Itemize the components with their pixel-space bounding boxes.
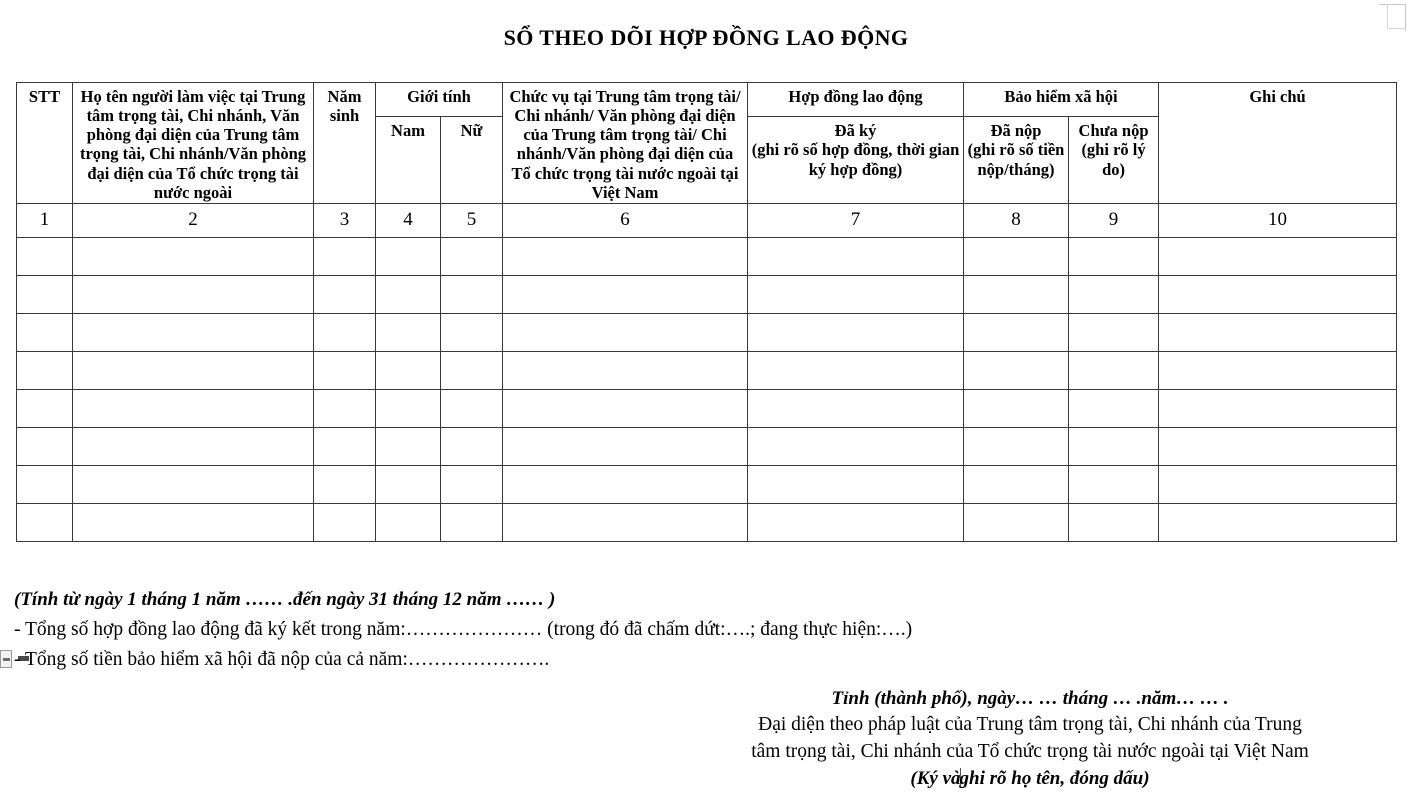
column-number-8: 8 (964, 203, 1069, 237)
table-cell-col-1[interactable] (17, 427, 73, 465)
header-gender: Giới tính (376, 83, 503, 117)
column-number-4: 4 (376, 203, 441, 237)
table-cell-col-3[interactable] (314, 465, 376, 503)
table-cell-col-10[interactable] (1159, 313, 1397, 351)
table-cell-col-8[interactable] (964, 313, 1069, 351)
header-gender-female: Nữ (441, 117, 503, 203)
table-cell-col-10[interactable] (1159, 275, 1397, 313)
header-gender-male: Nam (376, 117, 441, 203)
table-cell-col-8[interactable] (964, 275, 1069, 313)
signature-block (660, 686, 1400, 792)
signature-instruction-right: ghi rõ họ tên, đóng dấu) (959, 768, 1150, 790)
column-number-1: 1 (17, 203, 73, 237)
column-number-7: 7 (748, 203, 964, 237)
table-cell-col-5[interactable] (441, 237, 503, 275)
table-cell-col-4[interactable] (376, 237, 441, 275)
header-social-insurance: Bảo hiểm xã hội (964, 83, 1159, 117)
table-cell-col-10[interactable] (1159, 465, 1397, 503)
table-cell-col-1[interactable] (17, 503, 73, 541)
table-cell-col-4[interactable] (376, 465, 441, 503)
table-body (17, 203, 1397, 541)
table-cell-col-2[interactable] (73, 313, 314, 351)
column-number-9: 9 (1069, 203, 1159, 237)
table-cell-col-1[interactable] (17, 465, 73, 503)
table-cell-col-7[interactable] (748, 465, 964, 503)
table-cell-col-8[interactable] (964, 427, 1069, 465)
table-row[interactable] (17, 351, 1397, 389)
signature-role-line-2: tâm trọng tài, Chi nhánh của Tổ chức trọng tài nước ngoài tại Việt Nam (751, 741, 1309, 763)
table-cell-col-3[interactable] (314, 237, 376, 275)
table-cell-col-4[interactable] (376, 275, 441, 313)
header-labor-contract: Hợp đồng lao động (748, 83, 964, 117)
table-cell-col-5[interactable] (441, 351, 503, 389)
table-header-row-primary (17, 83, 1397, 117)
table-cell-col-3[interactable] (314, 503, 376, 541)
table-cell-col-5[interactable] (441, 465, 503, 503)
table-cell-col-8[interactable] (964, 465, 1069, 503)
column-number-3: 3 (314, 203, 376, 237)
header-position: Chức vụ tại Trung tâm trọng tài/ Chi nhánh/ Văn phòng đại diện của Trung tâm trọng tài/ Chi nhánh/Văn phòng đại diện của Tổ chức trọng tài nước ngoài tại Việt Nam (503, 83, 748, 204)
table-cell-col-4[interactable] (376, 313, 441, 351)
table-cell-col-8[interactable] (964, 389, 1069, 427)
signature-role-line-1: Đại diện theo pháp luật của Trung tâm trọng tài, Chi nhánh của Trung (758, 714, 1302, 736)
header-note: Ghi chú (1159, 83, 1397, 204)
table-cell-col-9[interactable] (1069, 427, 1159, 465)
table-cell-col-1[interactable] (17, 275, 73, 313)
table-cell-col-2[interactable] (73, 427, 314, 465)
table-cell-col-4[interactable] (376, 351, 441, 389)
table-cell-col-6[interactable] (503, 351, 748, 389)
table-cell-col-7[interactable] (748, 275, 964, 313)
table-cell-col-5[interactable] (441, 503, 503, 541)
table-cell-col-2[interactable] (73, 389, 314, 427)
table-cell-col-6[interactable] (503, 389, 748, 427)
table-cell-col-9[interactable] (1069, 465, 1159, 503)
table-cell-col-9[interactable] (1069, 275, 1159, 313)
table-cell-col-3[interactable] (314, 313, 376, 351)
table-cell-col-10[interactable] (1159, 503, 1397, 541)
table-cell-col-6[interactable] (503, 313, 748, 351)
header-stt: STT (17, 83, 73, 204)
signature-instruction (660, 766, 1400, 792)
column-number-2: 2 (73, 203, 314, 237)
column-number-10: 10 (1159, 203, 1397, 237)
signature-place-date: Tỉnh (thành phố), ngày… … tháng … .năm… … . (831, 688, 1229, 709)
table-cell-col-10[interactable] (1159, 389, 1397, 427)
table-row[interactable] (17, 465, 1397, 503)
table-cell-col-10[interactable] (1159, 427, 1397, 465)
note-total-contracts: - Tổng số hợp đồng lao động đã ký kết trong năm:………………… (trong đó đã chấm dứt:….; đang thực hiện:….) (14, 618, 913, 640)
table-cell-col-1[interactable] (17, 351, 73, 389)
table-cell-col-9[interactable] (1069, 237, 1159, 275)
table-cell-col-6[interactable] (503, 503, 748, 541)
table-row[interactable] (17, 427, 1397, 465)
table-row[interactable] (17, 389, 1397, 427)
header-social-insurance-paid: Đã nộp (ghi rõ số tiền nộp/tháng) (964, 117, 1069, 203)
table-cell-col-1[interactable] (17, 313, 73, 351)
note-total-insurance: - Tổng số tiền bảo hiểm xã hội đã nộp của cả năm:…………………. (14, 648, 550, 670)
table-cell-col-6[interactable] (503, 237, 748, 275)
table-cell-col-4[interactable] (376, 503, 441, 541)
table-cell-col-9[interactable] (1069, 351, 1159, 389)
table-cell-col-4[interactable] (376, 389, 441, 427)
table-cell-col-5[interactable] (441, 427, 503, 465)
table-cell-col-8[interactable] (964, 351, 1069, 389)
table-cell-col-5[interactable] (441, 313, 503, 351)
table-cell-col-8[interactable] (964, 237, 1069, 275)
table-cell-col-7[interactable] (748, 351, 964, 389)
table-cell-col-6[interactable] (503, 465, 748, 503)
table-cell-col-7[interactable] (748, 427, 964, 465)
table-cell-col-7[interactable] (748, 389, 964, 427)
table-row[interactable] (17, 503, 1397, 541)
table-row[interactable] (17, 237, 1397, 275)
table-cell-col-10[interactable] (1159, 237, 1397, 275)
table-cell-col-1[interactable] (17, 389, 73, 427)
table-cell-col-2[interactable] (73, 275, 314, 313)
column-number-6: 6 (503, 203, 748, 237)
table-cell-col-2[interactable] (73, 237, 314, 275)
table-column-number-row (17, 203, 1397, 237)
page-edge-marker (0, 650, 12, 668)
table-row[interactable] (17, 313, 1397, 351)
table-cell-col-5[interactable] (441, 389, 503, 427)
signature-instruction-left: (Ký và (910, 768, 961, 790)
table-cell-col-5[interactable] (441, 275, 503, 313)
table-row[interactable] (17, 275, 1397, 313)
table-cell-col-2[interactable] (73, 351, 314, 389)
table-cell-col-3[interactable] (314, 427, 376, 465)
labor-contract-tracking-table (16, 82, 1397, 542)
table-cell-col-10[interactable] (1159, 351, 1397, 389)
table-cell-col-7[interactable] (748, 503, 964, 541)
summary-notes (14, 586, 1404, 675)
page-title: SỔ THEO DÕI HỢP ĐỒNG LAO ĐỘNG (503, 25, 909, 50)
header-labor-contract-signed: Đã ký (ghi rõ số hợp đồng, thời gian ký hợp đồng) (748, 117, 964, 203)
header-social-insurance-unpaid: Chưa nộp (ghi rõ lý do) (1069, 117, 1159, 203)
note-reporting-period: (Tính từ ngày 1 tháng 1 năm …… .đến ngày 31 tháng 12 năm …… ) (14, 589, 556, 610)
table-cell-col-3[interactable] (314, 275, 376, 313)
header-employee-name: Họ tên người làm việc tại Trung tâm trọng tài, Chi nhánh, Văn phòng đại diện của Trung tâm trọng tài, Chi nhánh/Văn phòng đại diện của Tổ chức trọng tài nước ngoài (73, 83, 314, 204)
table-cell-col-3[interactable] (314, 351, 376, 389)
table-cell-col-7[interactable] (748, 313, 964, 351)
table-cell-col-4[interactable] (376, 427, 441, 465)
table-cell-col-6[interactable] (503, 275, 748, 313)
table-cell-col-2[interactable] (73, 465, 314, 503)
column-number-5: 5 (441, 203, 503, 237)
table-cell-col-8[interactable] (964, 503, 1069, 541)
table-cell-col-9[interactable] (1069, 389, 1159, 427)
table-header (17, 83, 1397, 204)
table-cell-col-1[interactable] (17, 237, 73, 275)
header-birth-year: Năm sinh (314, 83, 376, 204)
table-cell-col-3[interactable] (314, 389, 376, 427)
table-cell-col-6[interactable] (503, 427, 748, 465)
table-cell-col-9[interactable] (1069, 313, 1159, 351)
table-cell-col-7[interactable] (748, 237, 964, 275)
table-cell-col-9[interactable] (1069, 503, 1159, 541)
table-cell-col-2[interactable] (73, 503, 314, 541)
